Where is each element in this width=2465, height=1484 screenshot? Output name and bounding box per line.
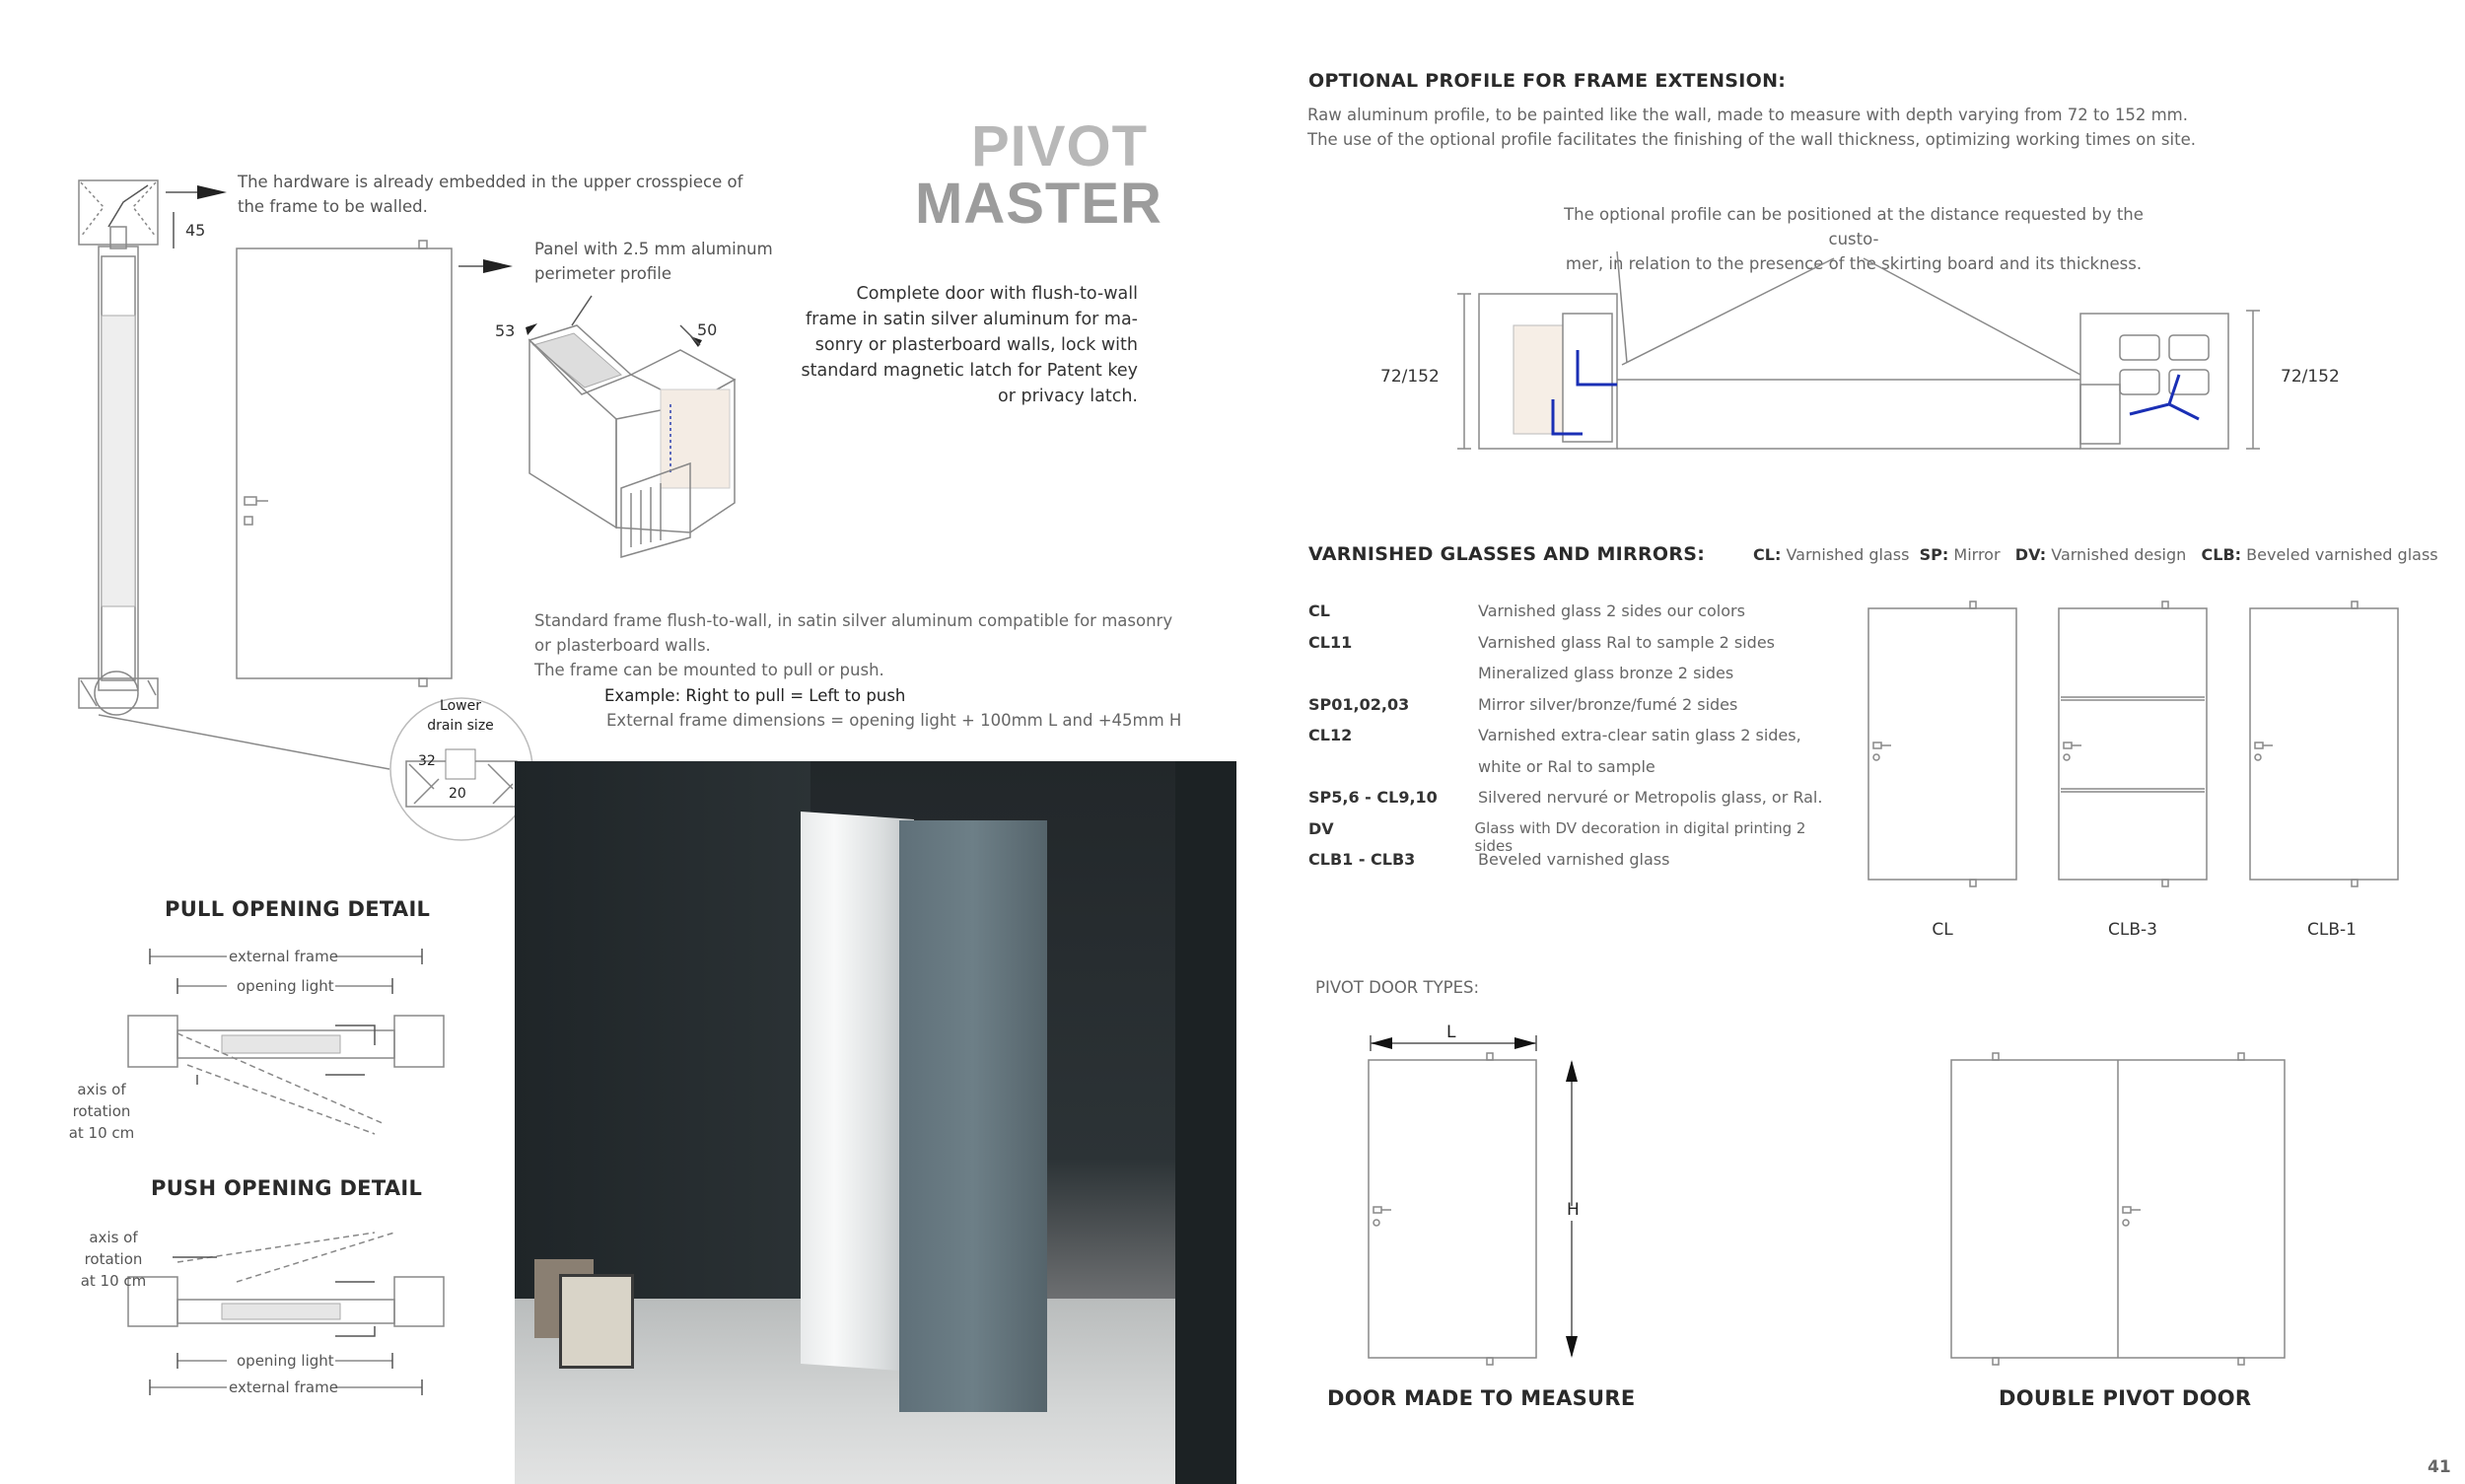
row-code: SP01,02,03 [1308, 694, 1410, 714]
row-desc: Glass with DV decoration in digital printing 2 sides [1474, 818, 1806, 855]
legend-code-dv: DV: [2014, 545, 2047, 564]
drain-dim-32: 32 [418, 753, 436, 769]
dim-L: L [1446, 1023, 1456, 1042]
row-desc: Mirror silver/bronze/fumé 2 sides [1478, 694, 1738, 714]
row-desc: Beveled varnished glass [1478, 850, 1670, 869]
optional-profile-text: Raw aluminum profile, to be painted like the wall, made to measure with depth varying from 72 to 152 mm. The use of the optional profile facilitates the finishing of the wall thickness, optimizing working times on site. [1307, 106, 2196, 149]
dim-72-152-left: 72/152 [1380, 367, 1440, 387]
row-code: CLB1 - CLB3 [1308, 850, 1416, 869]
intro-text: Complete door with flush-to-wall frame in satin silver aluminum for ma- sonry or plasterboard walls, lock with standard magnetic latch for Patent key or privacy latch. [801, 284, 1138, 406]
dim-72-152-right: 72/152 [2281, 367, 2340, 387]
door-label-cl: CL [1932, 920, 1953, 940]
title-pivot: PIVOT [971, 114, 1149, 178]
row-desc: Varnished extra-clear satin glass 2 sides, [1478, 726, 1801, 744]
external-line: External frame dimensions = opening light + 100mm L and +45mm H [606, 711, 1182, 730]
push-detail-title: PUSH OPENING DETAIL [151, 1176, 423, 1200]
row-code: SP5,6 - CL9,10 [1308, 788, 1438, 807]
drain-label: Lower drain size [427, 698, 494, 734]
row-desc: Mineralized glass bronze 2 sides [1478, 664, 1734, 682]
title-master: MASTER [915, 172, 1162, 236]
pull-detail-title: PULL OPENING DETAIL [165, 897, 431, 921]
legend-text-sp: Mirror [1953, 545, 2001, 564]
dim-50: 50 [697, 320, 718, 339]
pull-axis-note: axis of rotation at 10 cm [68, 1081, 135, 1142]
optional-profile-callout: The optional profile can be positioned at the distance requested by the custo- mer, in relation to the presence of the skirting board and its thickness. [1564, 205, 2144, 273]
pull-opening-light: opening light [237, 977, 334, 995]
row-desc: white or Ral to sample [1478, 756, 1655, 776]
example-line: Example: Right to pull = Left to push [604, 686, 906, 705]
door-label-clb3: CLB-3 [2108, 920, 2157, 940]
row-desc: Varnished glass 2 sides our colors [1478, 601, 1745, 620]
door-made-to-measure-label: DOOR MADE TO MEASURE [1327, 1386, 1636, 1410]
pivot-types-heading: PIVOT DOOR TYPES: [1315, 978, 1480, 997]
door-label-clb1: CLB-1 [2307, 920, 2357, 940]
row-desc: Silvered nervuré or Metropolis glass, or Ral. [1478, 788, 1823, 807]
push-opening-light: opening light [237, 1352, 334, 1370]
dim-H: H [1567, 1200, 1580, 1220]
legend-text-dv: Varnished design [2051, 545, 2187, 564]
frame-note: Standard frame flush-to-wall, in satin silver aluminum compatible for masonry or plasterboard walls. The frame can be mounted to pull or push. [534, 611, 1173, 679]
row-code: CL11 [1308, 632, 1353, 652]
hardware-note: The hardware is already embedded in the upper crosspiece of the frame to be walled. [238, 173, 743, 216]
double-pivot-door-label: DOUBLE PIVOT DOOR [1999, 1386, 2252, 1410]
page-number: 41 [2428, 1457, 2451, 1477]
push-external-frame: external frame [229, 1378, 338, 1396]
legend-text-cl: Varnished glass [1786, 545, 1910, 564]
dim-53: 53 [495, 321, 516, 340]
push-axis-note: axis of rotation at 10 cm [80, 1229, 147, 1290]
legend-text-clb: Beveled varnished glass [2246, 545, 2438, 564]
row-desc: Varnished glass Ral to sample 2 sides [1478, 632, 1776, 652]
pull-external-frame: external frame [229, 948, 338, 965]
legend-code-sp: SP: [1919, 545, 1949, 564]
optional-profile-title: OPTIONAL PROFILE FOR FRAME EXTENSION: [1308, 70, 1787, 92]
row-code: DV [1308, 818, 1334, 838]
panel-note: Panel with 2.5 mm aluminum perimeter profile [534, 240, 773, 283]
legend-code-cl: CL: [1753, 545, 1782, 564]
row-code: CL [1308, 601, 1330, 620]
legend-code-clb: CLB: [2201, 545, 2242, 564]
dim-45: 45 [185, 221, 206, 240]
glasses-title: VARNISHED GLASSES AND MIRRORS: [1308, 543, 1706, 565]
row-code: CL12 [1308, 726, 1353, 744]
drain-dim-20: 20 [449, 786, 466, 802]
